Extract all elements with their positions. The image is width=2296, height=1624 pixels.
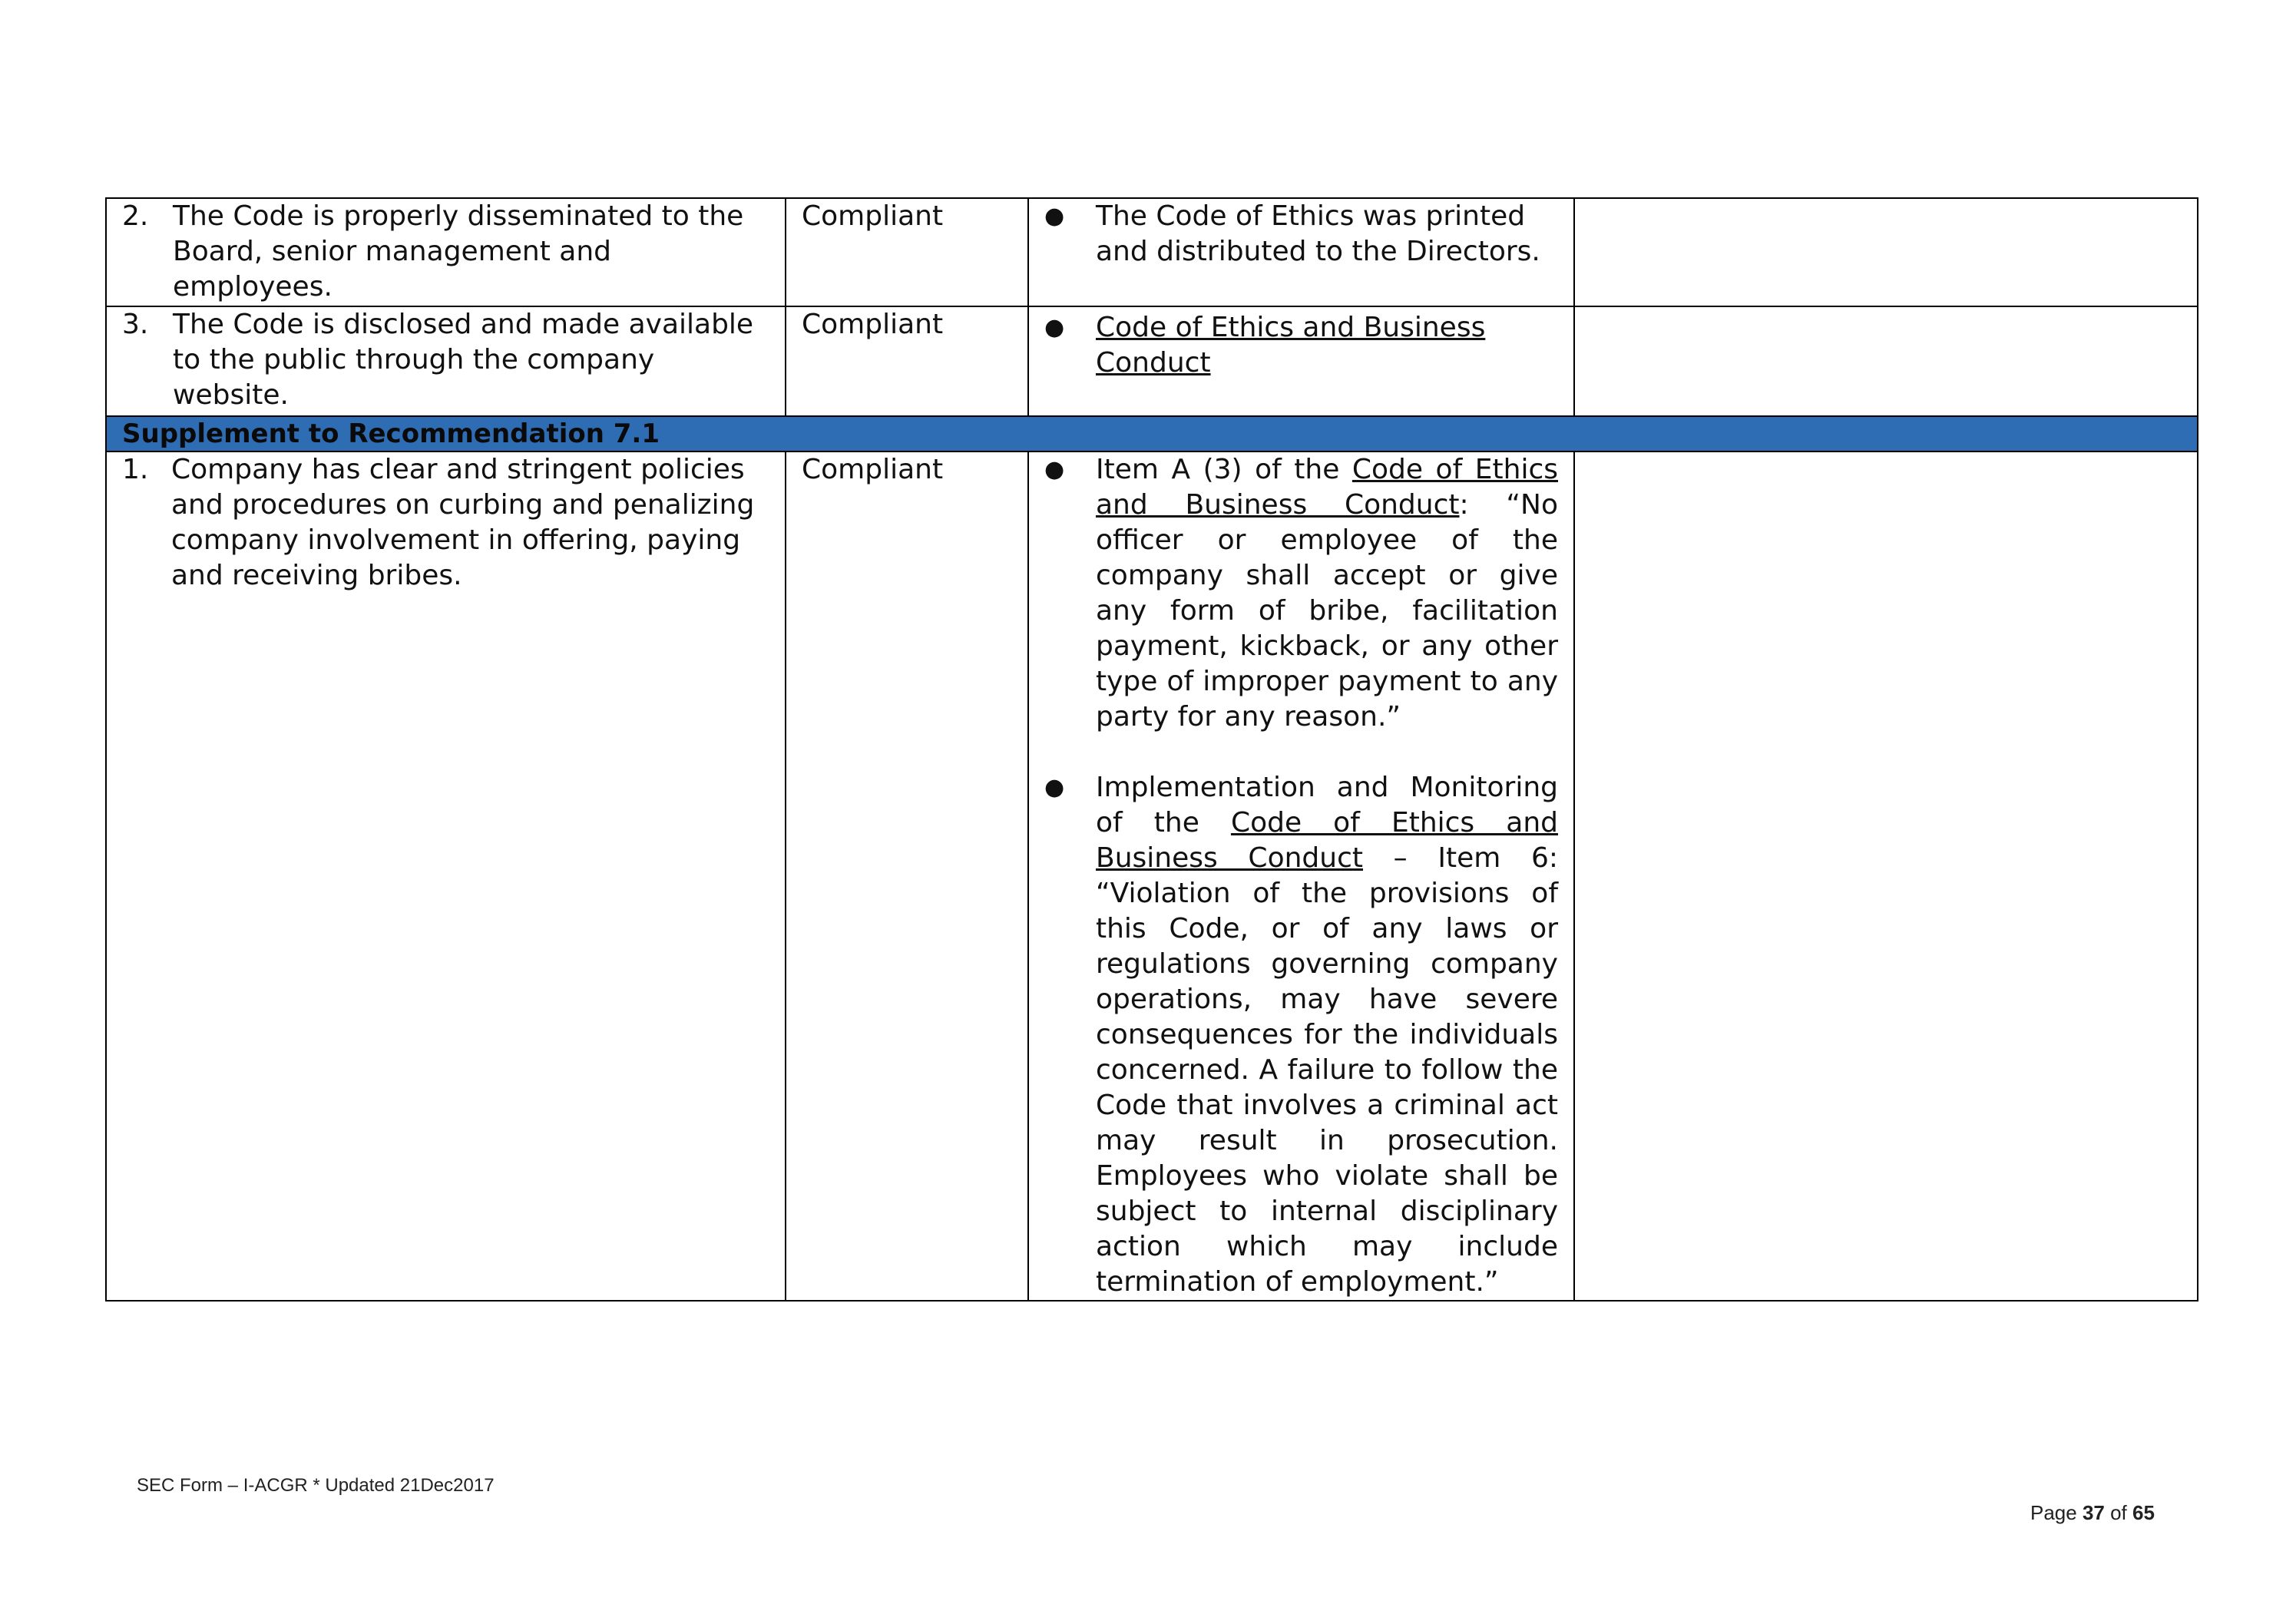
recommendation-cell (106, 306, 786, 416)
recommendation-cell (106, 198, 786, 306)
explanation-text: Item A (3) of the Code of Ethics and Business Conduct: “No officer or employee of the company shall accept or give any form of bribe, facilitation payment, kickback, or any other type of improper payment to any party for any reason.” (1096, 454, 1558, 733)
recommendation-cell (106, 451, 786, 1301)
section-header-row (106, 416, 2198, 451)
status-cell (786, 306, 1028, 416)
compliance-status: Compliant (802, 309, 944, 340)
bullet-icon: ● (1044, 774, 1065, 801)
code-of-ethics-link[interactable]: Code of Ethics and Business Conduct (1096, 807, 1558, 874)
section-header: Supplement to Recommendation 7.1 (106, 416, 2198, 451)
compliance-table (105, 197, 2198, 1302)
explanation-cell (1028, 451, 1574, 1301)
explanation-text: The Code of Ethics was printed and distributed to the Directors. (1096, 200, 1540, 267)
footer-form-label: SEC Form – I-ACGR * Updated 21Dec2017 (137, 1475, 495, 1496)
explanation-cell (1028, 306, 1574, 416)
explanation-cell (1028, 198, 1574, 306)
table-row (106, 198, 2198, 306)
table-row (106, 451, 2198, 1301)
compliance-status: Compliant (802, 454, 944, 485)
bullet-icon: ● (1044, 203, 1065, 230)
bullet-icon: ● (1044, 456, 1065, 483)
notes-cell (1574, 198, 2198, 306)
recommendation-text: Company has clear and stringent policies and procedures on curbing and penalizing company involvement in offering, paying and receiving bribes. (171, 454, 755, 591)
item-number: 2. (122, 200, 149, 232)
item-number: 3. (122, 309, 149, 340)
code-of-ethics-link[interactable]: Code of Ethics and Business Conduct (1096, 312, 1486, 379)
notes-cell (1574, 451, 2198, 1301)
status-cell (786, 198, 1028, 306)
notes-cell (1574, 306, 2198, 416)
recommendation-text: The Code is properly disseminated to the Board, senior management and employees. (173, 200, 744, 303)
item-number: 1. (122, 454, 149, 485)
table-row (106, 306, 2198, 416)
compliance-status: Compliant (802, 200, 944, 232)
page-number: Page 37 of 65 (2030, 1501, 2155, 1524)
explanation-text: Implementation and Monitoring of the Code of Ethics and Business Conduct – Item 6: “Violation of the provisions of this Code, or of any laws or regulations governing company operations, may have severe consequences for the individuals concerned. A failure to follow the Code that involves a criminal act may result in prosecution. Employees who violate shall be subject to internal disciplinary action which may include termination of employment.” (1096, 772, 1558, 1298)
recommendation-text: The Code is disclosed and made available to the public through the company website. (173, 309, 754, 411)
bullet-icon: ● (1044, 314, 1065, 341)
code-of-ethics-link[interactable]: Code of Ethics and Business Conduct (1096, 454, 1558, 521)
status-cell (786, 451, 1028, 1301)
